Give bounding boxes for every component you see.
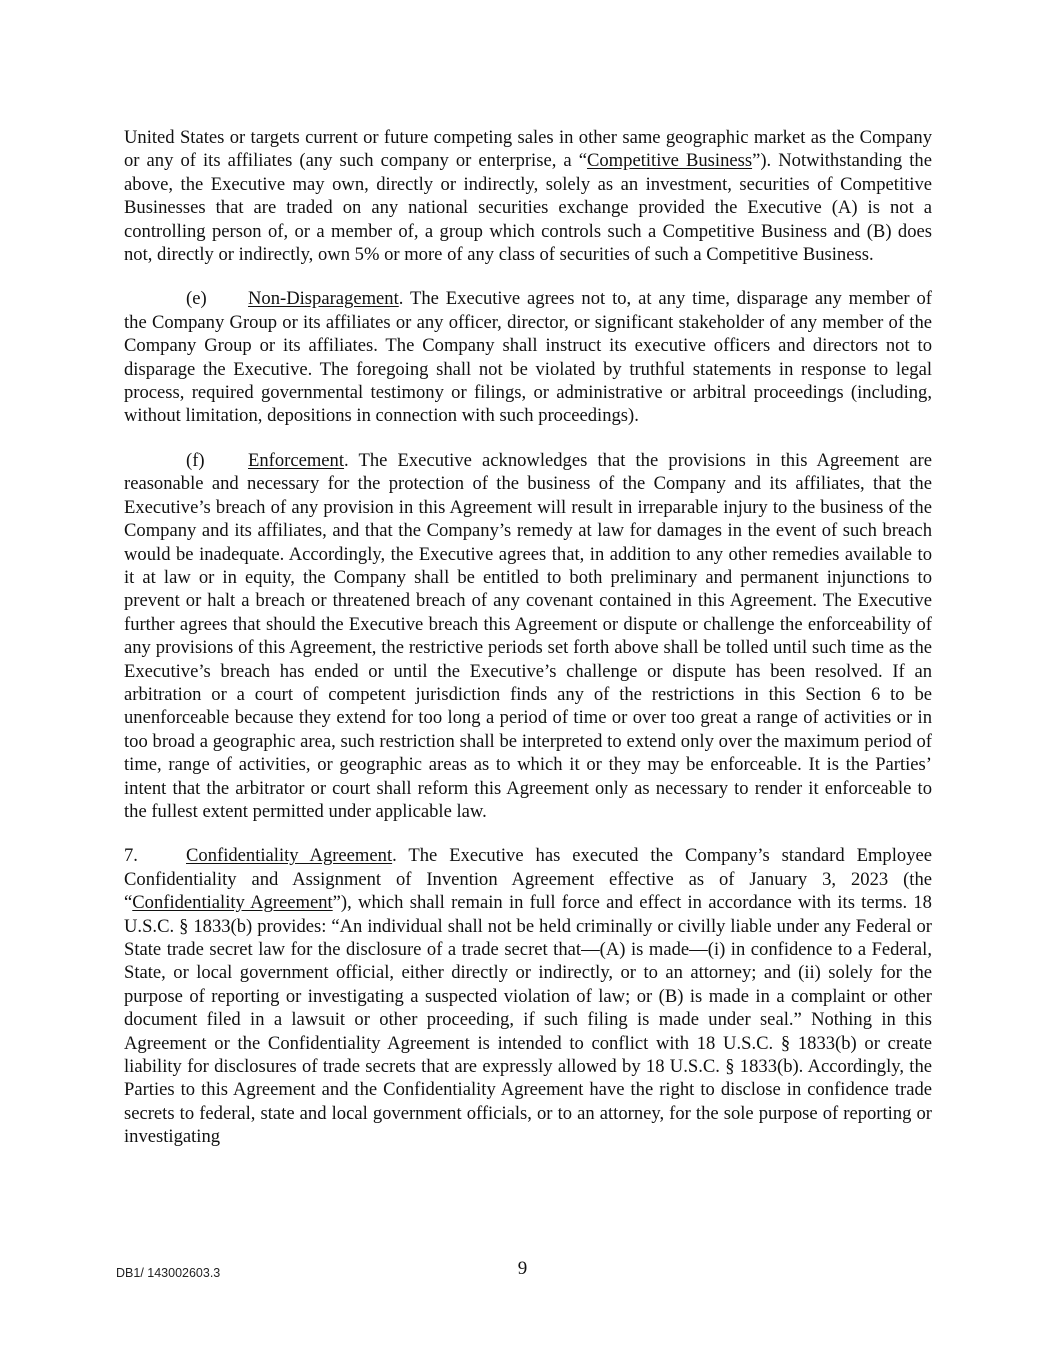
- defined-term-confidentiality-agreement: Confidentiality Agreement: [132, 892, 333, 914]
- section-marker-e: (e): [186, 288, 207, 310]
- section-f-enforcement: [124, 449, 932, 824]
- document-body: [124, 126, 932, 1149]
- section-marker-f: (f): [186, 449, 205, 471]
- paragraph-text: United States or targets current or future competing sales in other same geographic market as the Company or any of its affiliates (any such company or enterprise, a “: [124, 127, 932, 172]
- defined-term-competitive-business: Competitive Business: [586, 150, 753, 172]
- section-heading-non-disparagement: Non-Disparagement: [248, 288, 399, 310]
- page-number: 9: [517, 1258, 528, 1279]
- section-body-f: . The Executive acknowledges that the provisions in this Agreement are reasonable and necessary for the protection of the business of the Company and its affiliates, that the Executive’s breach of any provision in this Agreement will result in irreparable injury to the business of the Company and its affiliates, and that the Company’s remedy at law for damages in the event of such breach would be inadequate. Accordingly, the Executive agrees that, in addition to any other remedies available to it at law or in equity, the Company shall be entitled to both preliminary and permanent injunctions to prevent or halt a breach or threatened breach of any covenant contained in this Agreement. The Executive further agrees that should the Executive breach this Agreement or dispute or challenge the enforceability of any provisions of this Agreement, the restrictive periods set forth above shall be tolled until such time as the Executive’s breach has ended or until the Executive’s challenge or dispute has been resolved. If an arbitration or a court of competent jurisdiction finds any of the restrictions in this Section 6 to be unenforceable because they extend for too long a period of time or over too great a range of activities or in too broad a geographic area, such restriction shall be interpreted to extend only over the maximum period of time, range of activities, or geographic areas as to which it or they may be enforceable. It is the Parties’ intent that the arbitrator or court shall reform this Agreement only as necessary to render it enforceable to the fullest extent permitted under applicable law.: [124, 449, 932, 822]
- section-heading-confidentiality-agreement: Confidentiality Agreement: [186, 845, 393, 867]
- document-id: DB1/ 143002603.3: [116, 1266, 221, 1280]
- paragraph-text: ”). Notwithstanding the above, the Executive may own, directly or indirectly, solely as an investment, securities of Competitive Businesses that are traded on any national securities exchange provided the Executive (A) is not a controlling person of, or a member of, a group which controls such a Competitive Business and (B) does not, directly or indirectly, own 5% or more of any class of securities of such a Competitive Business.: [124, 150, 932, 266]
- paragraph-competitive-business: [124, 126, 932, 266]
- section-heading-enforcement: Enforcement: [248, 449, 345, 471]
- section-body-e: . The Executive agrees not to, at any time, disparage any member of the Company Group or its affiliates or any officer, director, or significant stakeholder of any member of the Company Group or its affiliates. The Company shall instruct its executive officers and directors not to disparage the Executive. The foregoing shall not be violated by truthful statements in response to legal process, required governmental testimony or filings, or administrative or arbitral proceedings (including, without limitation, depositions in connection with such proceedings).: [124, 288, 932, 427]
- section-body-7: ”), which shall remain in full force and effect in accordance with its terms. 18 U.S.C. § 1833(b) provides: “An individual shall not be held criminally or civilly liable under any Federal or State trade secret law for the disclosure of a trade secret that—(A) is made—(i) in confidence to a Federal, State, or local government official, either directly or indirectly, or to an attorney; and (ii) solely for the purpose of reporting or investigating a suspected violation of law; or (B) is made in a complaint or other document filed in a lawsuit or other proceeding, if such filing is made under seal.” Nothing in this Agreement or the Confidentiality Agreement is intended to conflict with 18 U.S.C. § 1833(b) or create liability for disclosures of trade secrets that are expressly allowed by 18 U.S.C. § 1833(b). Accordingly, the Parties to this Agreement and the Confidentiality Agreement have the right to disclose in confidence trade secrets to federal, state and local government officials, or to an attorney, for the sole purpose of reporting or investigating: [124, 892, 932, 1148]
- section-7-confidentiality: [124, 844, 932, 1148]
- section-marker-7: 7.: [124, 845, 138, 867]
- section-e-non-disparagement: [124, 287, 932, 427]
- section-body-7: . The Executive has executed the Company’s standard Employee Confidentiality and Assignment of Invention Agreement effective as of January 3, 2023 (the “: [124, 845, 932, 914]
